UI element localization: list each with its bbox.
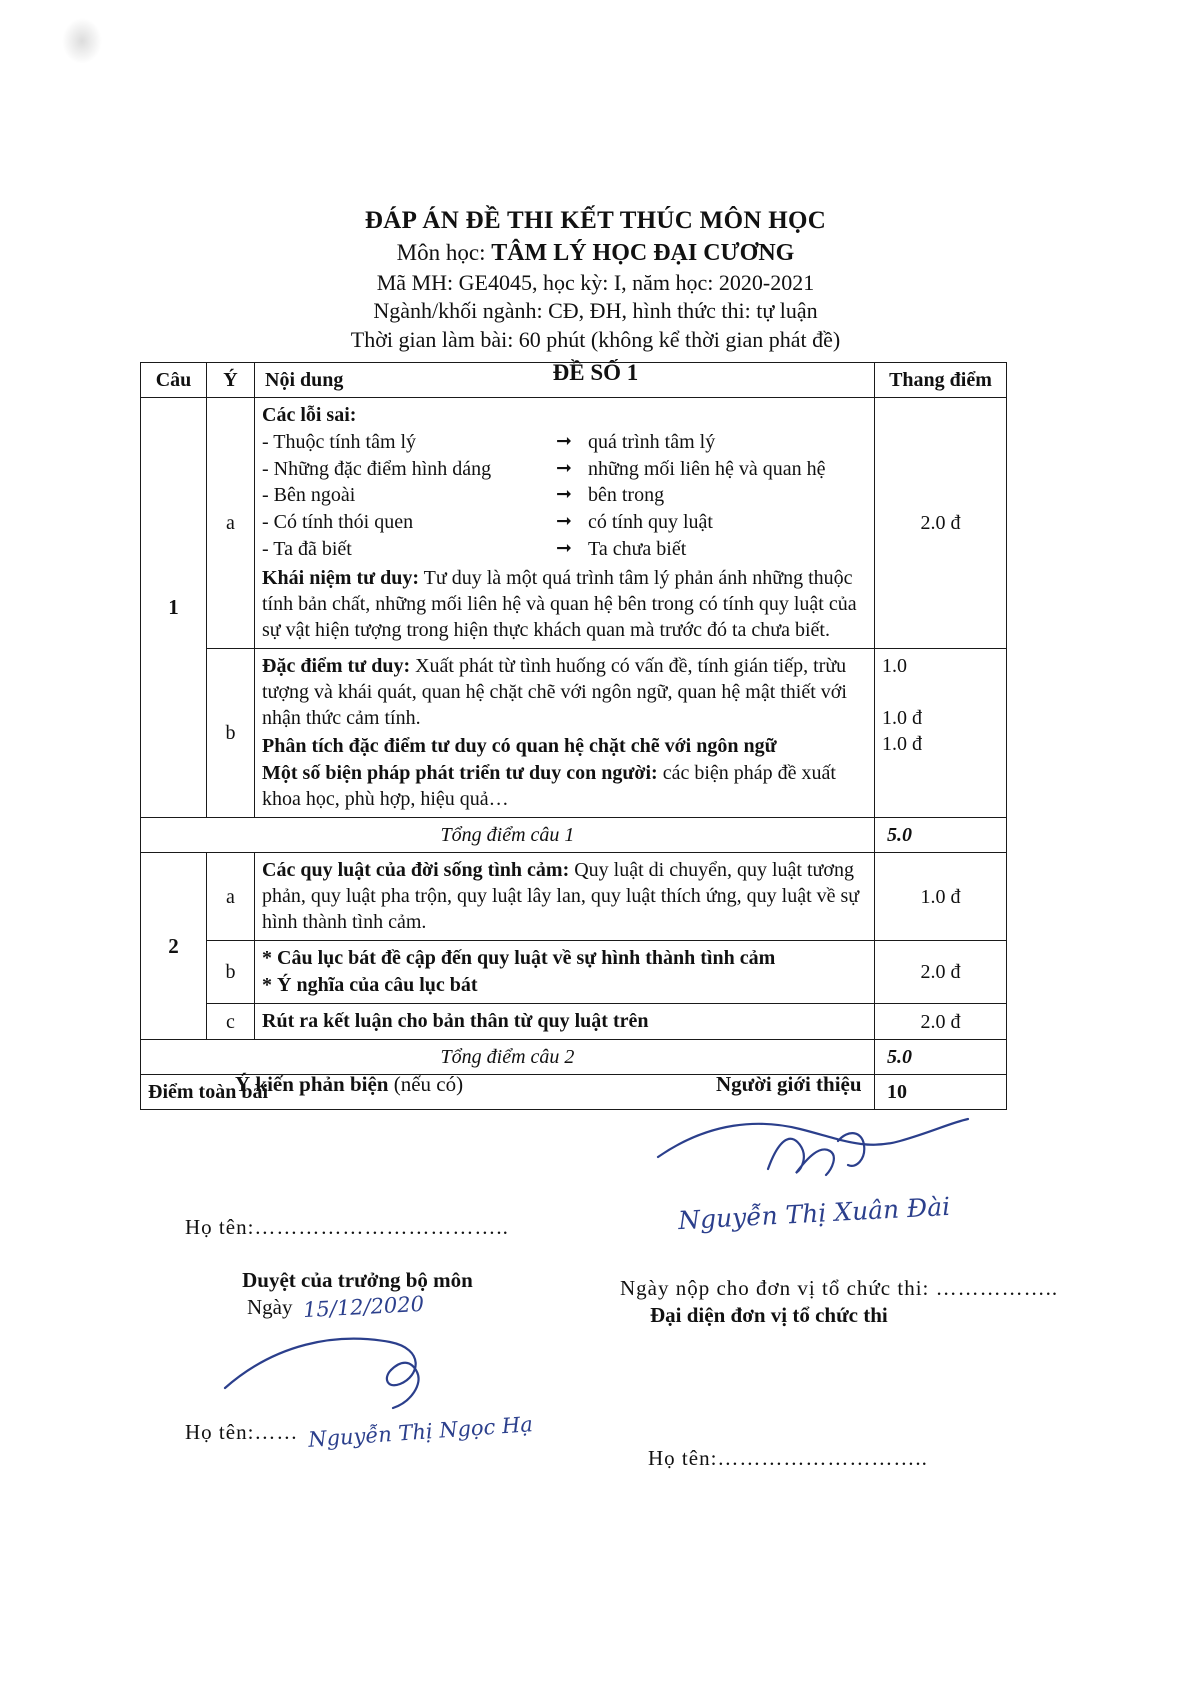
table-row <box>141 853 1007 941</box>
feature-text: Xuất phát từ tình huống có vấn đề, tính gián tiếp, trừu tượng và khái quát, quan hệ chặt chẽ với ngôn ngữ, quan hệ mật thiết với nhận thức cảm tính. <box>262 655 847 730</box>
branch-line: Ngành/khối ngành: CĐ, ĐH, hình thức thi: tự luận <box>373 298 818 324</box>
arrow-right-icon: ➞ <box>556 511 572 533</box>
error-line <box>262 482 867 509</box>
approve-hoten-label: Họ tên:…… <box>185 1420 299 1444</box>
error-right: có tính quy luật <box>588 511 713 534</box>
content-1b <box>255 649 875 818</box>
table-row <box>141 941 1007 1004</box>
review-opinion-bold: Ý kiến phản biện <box>235 1072 389 1096</box>
col-header-noidung: Nội dung <box>255 363 875 398</box>
arrow-right-icon: ➞ <box>556 457 572 479</box>
error-right: Ta chưa biết <box>588 537 687 560</box>
paper-smudge <box>62 18 102 64</box>
col-header-cau: Câu <box>141 363 207 398</box>
error-line <box>262 536 867 563</box>
answer-table <box>140 362 1007 1110</box>
signature-area <box>0 1072 1191 1632</box>
score-1a: 2.0 đ <box>875 398 1007 649</box>
table-row <box>141 398 1007 649</box>
total-score-q1: 5.0 <box>875 818 1007 853</box>
concept-paragraph <box>262 565 867 643</box>
table-row <box>141 649 1007 818</box>
sub-item-2a: a <box>207 853 255 941</box>
concept-label: Khái niệm tư duy: <box>262 567 420 590</box>
sub-item-1b: b <box>207 649 255 818</box>
introducer-title: Người giới thiệu <box>716 1072 862 1096</box>
duration-line: Thời gian làm bài: 60 phút (không kể thời gian phát đề) <box>350 326 841 352</box>
left-hoten-line: Họ tên:…………………………….. <box>185 1215 509 1239</box>
course-code-line: Mã MH: GE4045, học kỳ: I, năm học: 2020-2021 <box>376 269 815 295</box>
feature-label: Đặc điểm tư duy: <box>262 655 411 678</box>
approve-day-label: Ngày <box>247 1295 293 1319</box>
page-title: ĐÁP ÁN ĐỀ THI KẾT THÚC MÔN HỌC <box>364 207 827 234</box>
question-number-1: 1 <box>141 398 207 818</box>
arrow-right-icon: ➞ <box>556 431 572 452</box>
error-left: - Thuộc tính tâm lý <box>262 431 417 453</box>
luc-bat-line-1: * Câu lục bát đề cập đến quy luật về sự hình thành tình cảm <box>262 947 776 970</box>
error-left: - Ta đã biết <box>262 537 352 560</box>
score-1b-1: 1.0 <box>882 655 907 678</box>
exam-number: ĐỀ SỐ 1 <box>552 360 639 386</box>
total-row-q1 <box>141 818 1007 853</box>
final-label: Điểm toàn bài <box>141 1075 875 1110</box>
sub-item-2c: c <box>207 1004 255 1040</box>
score-2b: 2.0 đ <box>875 941 1007 1004</box>
conclusion-line: Rút ra kết luận cho bản thân từ quy luật trên <box>262 1010 649 1033</box>
methods-paragraph <box>262 760 867 812</box>
laws-text: Quy luật di chuyển, quy luật tương phản, quy luật pha trộn, quy luật lây lan, quy luật thích ứng, quy luật về sự hình thành tình cảm. <box>262 859 860 934</box>
introducer-signature-name: Nguyễn Thị Xuân Đài <box>677 1191 951 1236</box>
signature-scribble-introducer <box>650 1111 1030 1197</box>
content-2c <box>255 1004 875 1040</box>
right-hoten-line: Họ tên:……………………….. <box>648 1446 928 1470</box>
table-row <box>141 1004 1007 1040</box>
content-1a <box>255 398 875 649</box>
arrow-right-icon: ➞ <box>556 537 572 559</box>
methods-label: Một số biện pháp phát triển tư duy con người: <box>262 762 658 785</box>
methods-text: các biện pháp đề xuất khoa học, phù hợp, hiệu quả… <box>262 762 836 811</box>
review-opinion-title <box>235 1072 615 1097</box>
analysis-line: Phân tích đặc điểm tư duy có quan hệ chặt chẽ với ngôn ngữ <box>262 735 777 758</box>
answer-table-wrapper <box>140 362 1006 1110</box>
footer-right-column <box>620 1072 1090 1471</box>
total-row-q2 <box>141 1040 1007 1075</box>
error-line <box>262 429 867 456</box>
errors-title: Các lỗi sai: <box>262 404 357 426</box>
score-2a: 1.0 đ <box>875 853 1007 941</box>
review-opinion-norm: (nếu có) <box>388 1072 464 1096</box>
subject-label: Môn học: <box>396 239 486 265</box>
error-line <box>262 456 867 483</box>
luc-bat-line-2: * Ý nghĩa của câu lục bát <box>262 974 478 997</box>
col-header-y: Ý <box>207 363 255 398</box>
content-2b <box>255 941 875 1004</box>
error-line <box>262 509 867 536</box>
approve-date-handwriting: 15/12/2020 <box>301 1291 425 1323</box>
approve-date-row <box>247 1291 615 1323</box>
sub-item-1a: a <box>207 398 255 649</box>
organizer-rep-title: Đại diện đơn vị tổ chức thi <box>650 1303 888 1327</box>
document-header <box>0 205 1191 388</box>
error-left: - Những đặc điểm hình dáng <box>262 457 492 480</box>
total-label-q2: Tổng điểm câu 2 <box>141 1040 875 1075</box>
score-1b <box>875 649 1007 818</box>
final-score: 10 <box>875 1075 1007 1110</box>
table-header-row <box>141 363 1007 398</box>
laws-paragraph <box>262 857 867 935</box>
sub-item-2b: b <box>207 941 255 1004</box>
concept-text: Tư duy là một quá trình tâm lý phản ánh những thuộc tính bản chất, những mối liên hệ và quan hệ bên trong có tính quy luật của sự vật hiện tượng trong hiện thực khách quan mà trước đó ta chưa biết. <box>262 567 857 642</box>
score-2c: 2.0 đ <box>875 1004 1007 1040</box>
approve-title: Duyệt của trưởng bộ môn <box>242 1268 473 1292</box>
total-score-q2: 5.0 <box>875 1040 1007 1075</box>
content-2a <box>255 853 875 941</box>
signature-scribble-bomon <box>215 1326 555 1422</box>
score-1b-3: 1.0 đ <box>882 733 922 756</box>
arrow-right-icon: ➞ <box>556 484 572 506</box>
approve-hoten-row <box>185 1412 615 1452</box>
error-right: bên trong <box>588 484 665 507</box>
laws-label: Các quy luật của đời sống tình cảm: <box>262 859 570 882</box>
error-right: quá trình tâm lý <box>588 431 716 453</box>
error-left: - Có tính thói quen <box>262 511 414 534</box>
submit-date-line: Ngày nộp cho đơn vị tổ chức thi: …………….. <box>620 1276 1059 1300</box>
error-left: - Bên ngoài <box>262 484 356 507</box>
error-right: những mối liên hệ và quan hệ <box>588 457 826 480</box>
question-number-2: 2 <box>141 853 207 1040</box>
approve-signature-name: Nguyễn Thị Ngọc Hạ <box>307 1412 534 1452</box>
footer-left-column <box>185 1072 615 1452</box>
subject-line <box>0 238 1191 269</box>
col-header-thangdiem: Thang điểm <box>875 363 1007 398</box>
total-label-q1: Tổng điểm câu 1 <box>141 818 875 853</box>
subject-name: TÂM LÝ HỌC ĐẠI CƯƠNG <box>491 239 795 266</box>
score-1b-2: 1.0 đ <box>882 707 922 730</box>
feature-paragraph <box>262 653 867 731</box>
